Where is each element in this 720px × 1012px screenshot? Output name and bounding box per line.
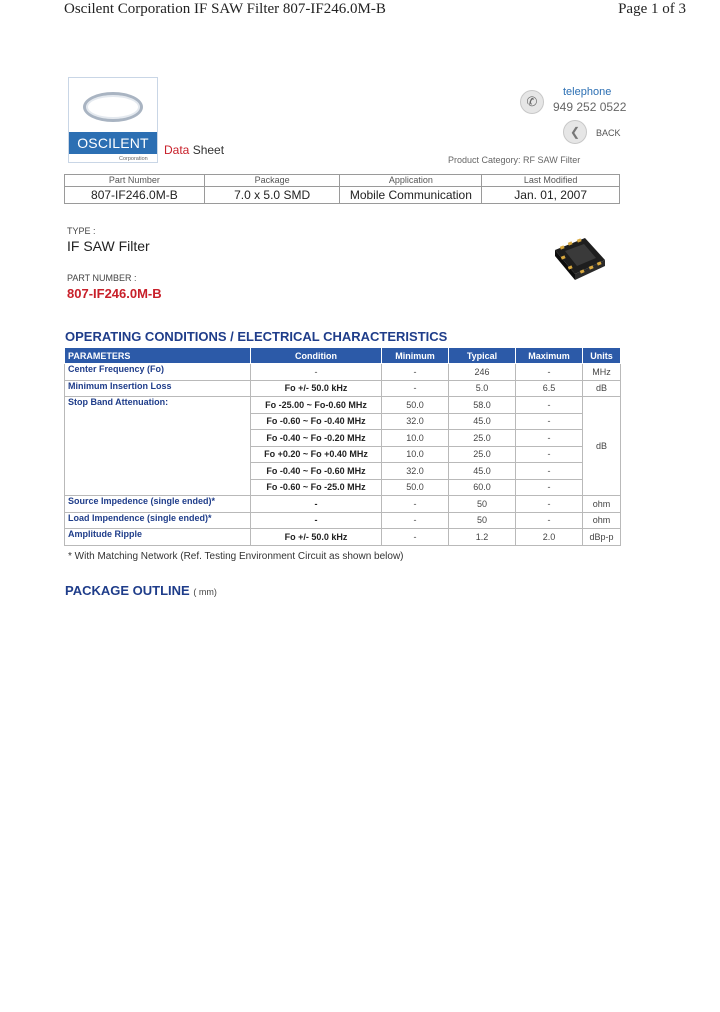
summary-header-row [65,175,620,187]
stop-band-max: - [516,446,583,463]
load-impedence-condition: - [251,512,382,529]
matching-network-footnote: * With Matching Network (Ref. Testing Environment Circuit as shown below) [68,551,404,562]
stop-band-typ: 25.0 [449,430,516,447]
phone-icon[interactable]: ✆ [520,90,544,114]
stop-band-condition: Fo -25.00 ~ Fo-0.60 MHz [251,397,382,414]
source-impedence-typ: 50 [449,496,516,513]
source-impedence-condition: - [251,496,382,513]
stop-band-units: dB [583,397,621,496]
stop-band-condition: Fo -0.60 ~ Fo -0.40 MHz [251,413,382,430]
stop-band-max: - [516,463,583,480]
electrical-characteristics-table [64,347,621,546]
table-row [65,380,621,397]
data-word: Data [164,143,190,157]
param-amplitude-ripple: Amplitude Ripple [65,529,251,546]
document-title: Oscilent Corporation IF SAW Filter 807-IF246.0M-B [64,1,386,17]
summary-header-last-modified: Last Modified [482,175,620,187]
oscilent-logo[interactable] [68,77,158,163]
center-frequency-condition: - [251,364,382,381]
stop-band-condition: Fo -0.40 ~ Fo -0.20 MHz [251,430,382,447]
stop-band-min: 32.0 [382,463,449,480]
load-impedence-typ: 50 [449,512,516,529]
product-category: Product Category: RF SAW Filter [448,155,581,165]
stop-band-condition: Fo -0.40 ~ Fo -0.60 MHz [251,463,382,480]
center-frequency-units: MHz [583,364,621,381]
amplitude-ripple-min: - [382,529,449,546]
package-outline-heading [65,583,217,598]
stop-band-typ: 45.0 [449,463,516,480]
stop-band-typ: 45.0 [449,413,516,430]
stop-band-min: 10.0 [382,430,449,447]
source-impedence-units: ohm [583,496,621,513]
summary-table [64,174,620,204]
insertion-loss-condition: Fo +/- 50.0 kHz [251,380,382,397]
summary-application: Mobile Communication [340,187,482,204]
spec-header-row [65,348,621,364]
amplitude-ripple-max: 2.0 [516,529,583,546]
summary-package: 7.0 x 5.0 SMD [204,187,340,204]
table-row [65,512,621,529]
load-impedence-min: - [382,512,449,529]
amplitude-ripple-typ: 1.2 [449,529,516,546]
center-frequency-max: - [516,364,583,381]
amplitude-ripple-condition: Fo +/- 50.0 kHz [251,529,382,546]
summary-part-number: 807-IF246.0M-B [65,187,205,204]
table-row [65,529,621,546]
page-indicator: Page 1 of 3 [618,1,686,17]
stop-band-min: 10.0 [382,446,449,463]
param-source-impedence: Source Impedence (single ended)* [65,496,251,513]
stop-band-typ: 25.0 [449,446,516,463]
amplitude-ripple-units: dBp-p [583,529,621,546]
center-frequency-min: - [382,364,449,381]
saw-filter-component-image [551,234,607,284]
operating-conditions-heading: OPERATING CONDITIONS / ELECTRICAL CHARACTERISTICS [65,329,448,344]
back-link[interactable]: BACK [596,128,621,138]
insertion-loss-max: 6.5 [516,380,583,397]
data-sheet-label [164,143,224,157]
param-center-frequency: Center Frequency (Fo) [65,364,251,381]
logo-brand-text: OSCILENT [69,132,157,154]
summary-header-package: Package [204,175,340,187]
sheet-word: Sheet [192,143,225,157]
col-header-units: Units [583,348,621,364]
source-impedence-min: - [382,496,449,513]
type-value: IF SAW Filter [67,238,150,254]
col-header-typical: Typical [449,348,516,364]
back-arrow-icon[interactable]: ❮ [563,120,587,144]
stop-band-max: - [516,430,583,447]
insertion-loss-units: dB [583,380,621,397]
type-label: TYPE : [67,226,96,236]
param-stop-band-attenuation: Stop Band Attenuation: [65,397,251,496]
package-outline-title: PACKAGE OUTLINE [65,583,190,598]
stop-band-min: 32.0 [382,413,449,430]
table-row [65,496,621,513]
summary-last-modified: Jan. 01, 2007 [482,187,620,204]
stop-band-max: - [516,479,583,496]
load-impedence-units: ohm [583,512,621,529]
summary-header-part-number: Part Number [65,175,205,187]
stop-band-max: - [516,413,583,430]
stop-band-min: 50.0 [382,479,449,496]
col-header-minimum: Minimum [382,348,449,364]
load-impedence-max: - [516,512,583,529]
source-impedence-max: - [516,496,583,513]
param-load-impedence: Load Impendence (single ended)* [65,512,251,529]
logo-ring-icon [83,92,143,122]
telephone-label: telephone [563,86,612,98]
telephone-number[interactable]: 949 252 0522 [553,100,627,114]
stop-band-typ: 58.0 [449,397,516,414]
table-row [65,364,621,381]
stop-band-max: - [516,397,583,414]
part-number-label: PART NUMBER : [67,273,137,283]
package-outline-unit: ( mm) [193,587,217,597]
part-number-value: 807-IF246.0M-B [67,286,162,301]
table-row [65,397,621,414]
insertion-loss-min: - [382,380,449,397]
stop-band-typ: 60.0 [449,479,516,496]
summary-header-application: Application [340,175,482,187]
stop-band-min: 50.0 [382,397,449,414]
stop-band-condition: Fo -0.60 ~ Fo -25.0 MHz [251,479,382,496]
col-header-parameters: PARAMETERS [65,348,251,364]
stop-band-condition: Fo +0.20 ~ Fo +0.40 MHz [251,446,382,463]
col-header-maximum: Maximum [516,348,583,364]
col-header-condition: Condition [251,348,382,364]
insertion-loss-typ: 5.0 [449,380,516,397]
param-insertion-loss: Minimum Insertion Loss [65,380,251,397]
logo-corporation-text: Corporation [119,156,148,162]
center-frequency-typ: 246 [449,364,516,381]
summary-value-row [65,187,620,204]
